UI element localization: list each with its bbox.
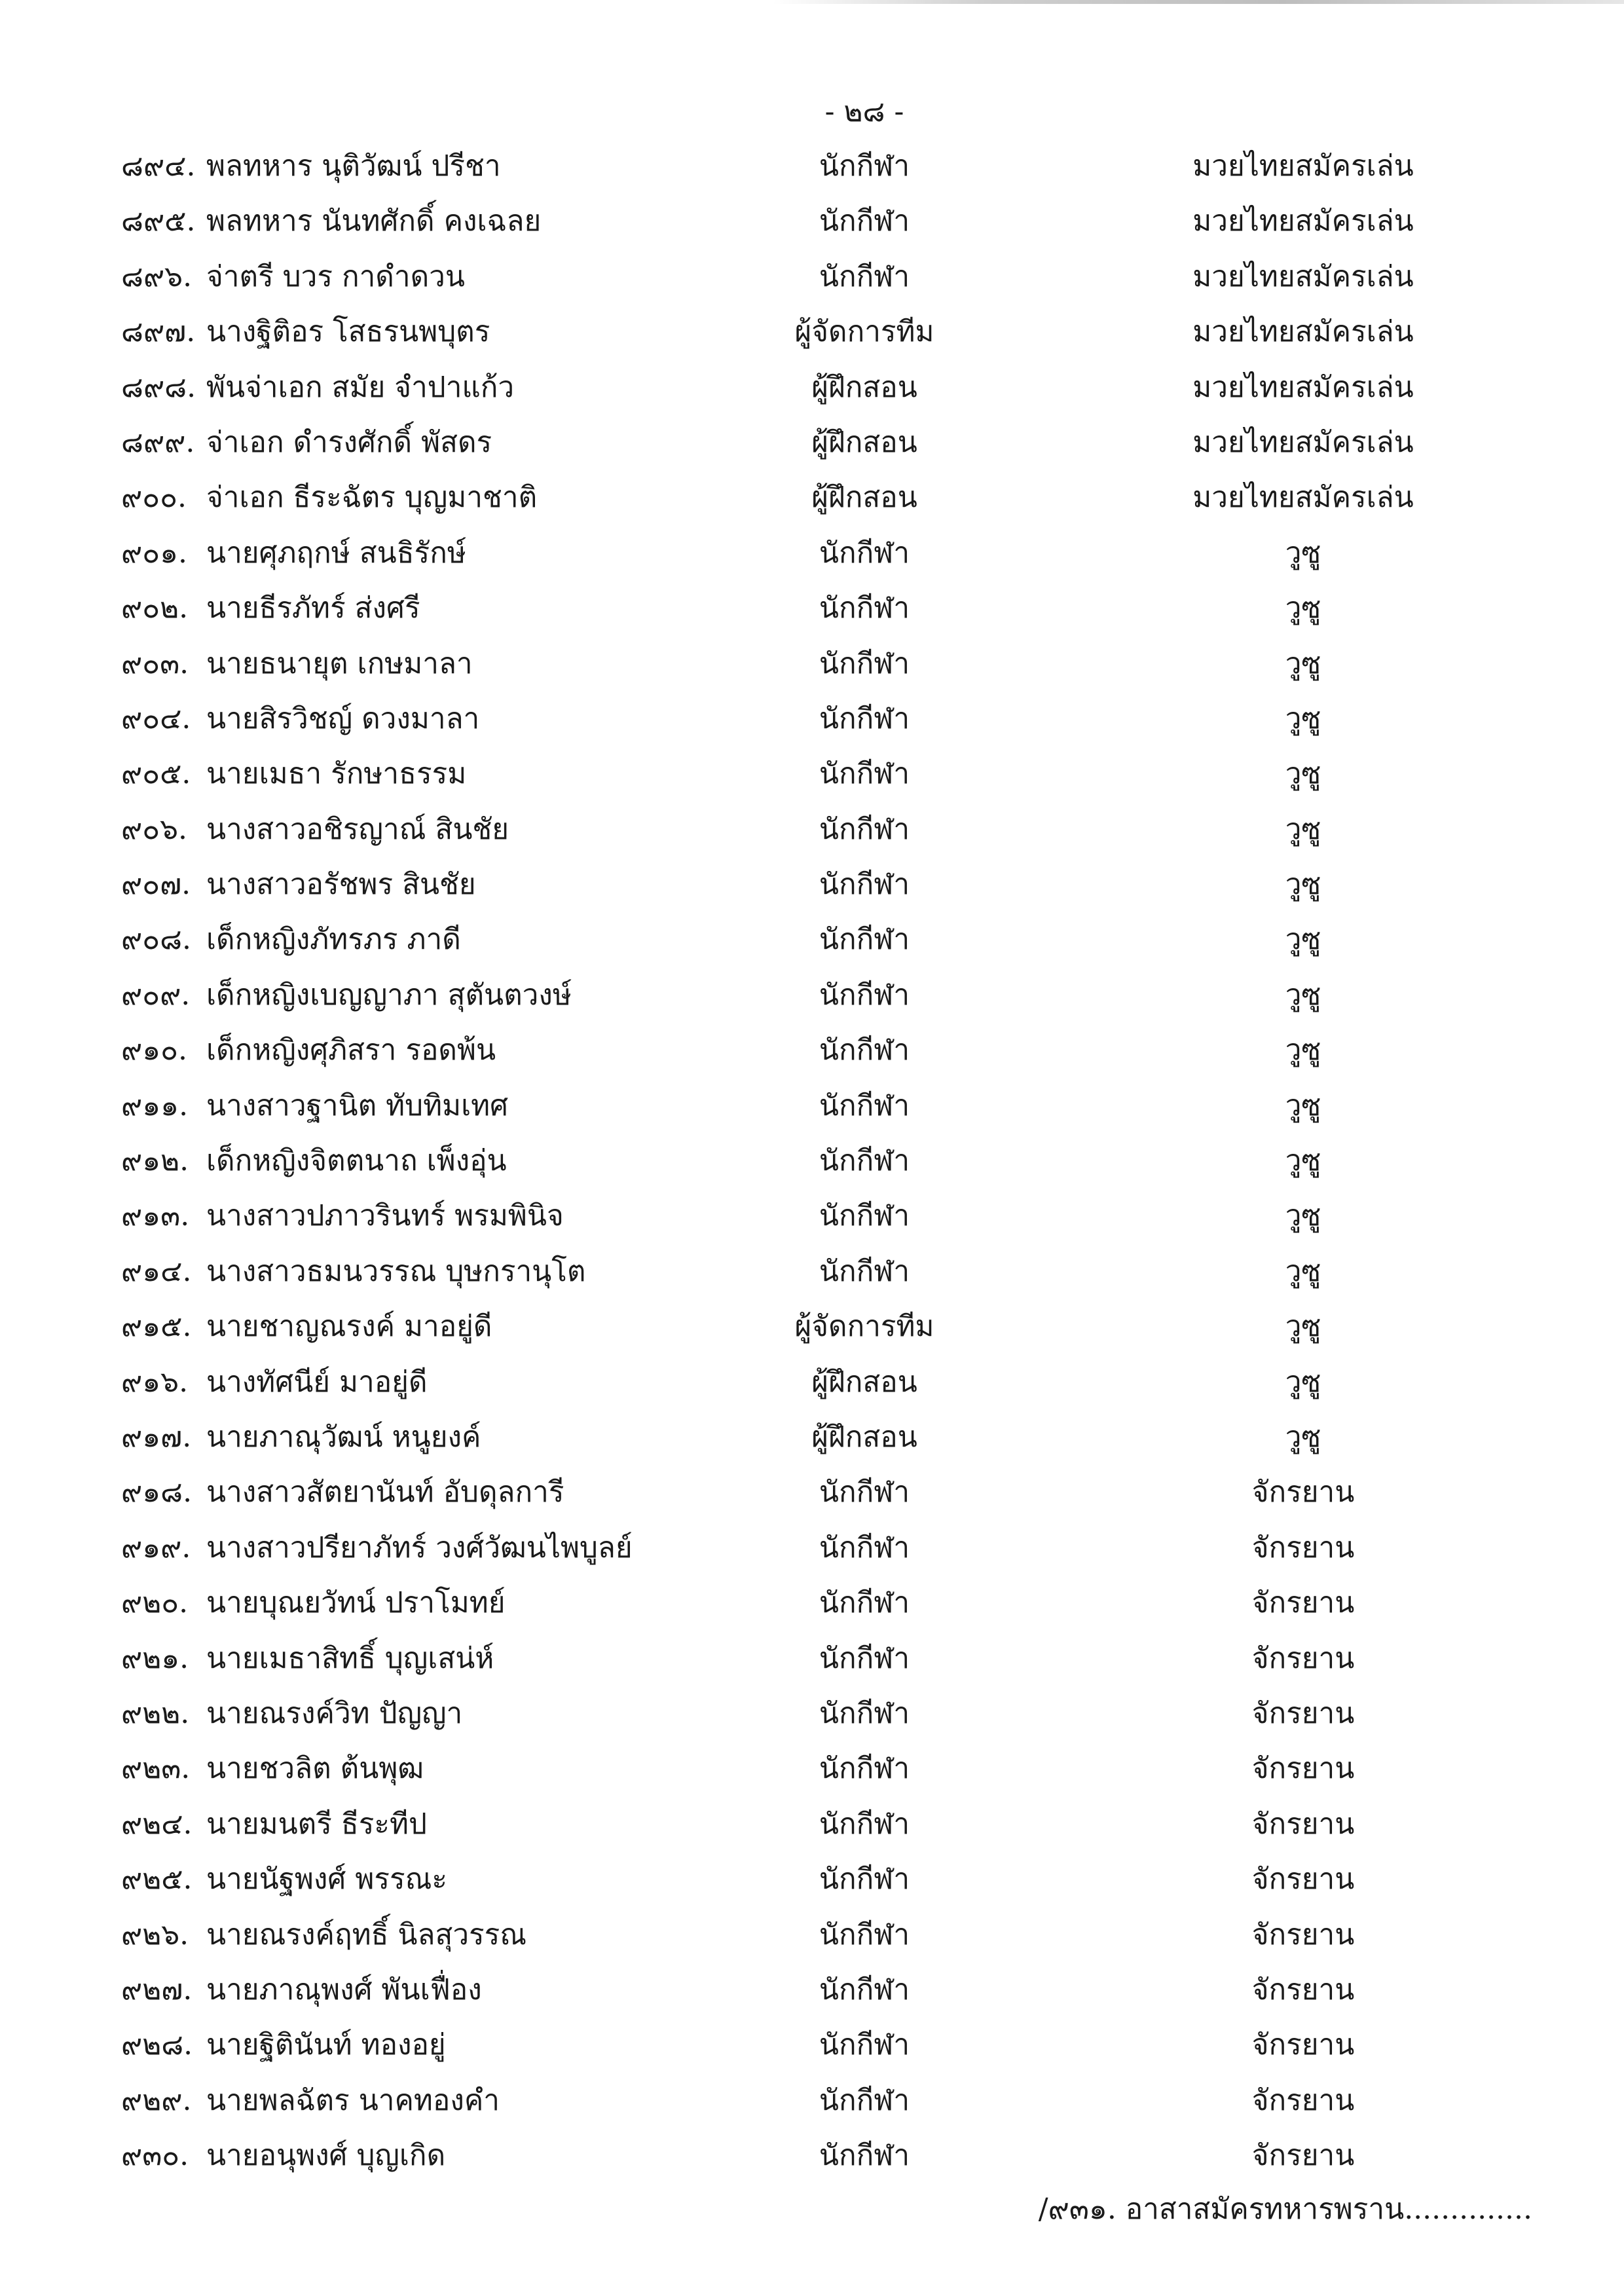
entry-name: พลทหาร นันทศักดิ์ คงเฉลย: [206, 204, 542, 238]
list-item: ๘๙๖. จ่าตรี บวร กาดำดวน นักกีฬา มวยไทยสมัครเล่น: [0, 250, 1624, 305]
entry-name: นายพลฉัตร นาคทองคำ: [206, 2083, 500, 2117]
entry-number: ๙๒๕.: [121, 1862, 193, 1896]
entry-number: ๘๙๖.: [121, 259, 193, 293]
entry-name: นายธนายุต เกษมาลา: [206, 646, 473, 680]
list-item: ๙๒๓. นายชวลิต ต้นพุฒ นักกีฬา จักรยาน: [0, 1741, 1624, 1796]
entry-name: พันจ่าเอก สมัย จำปาแก้ว: [206, 370, 515, 404]
entry-name: เด็กหญิงจิตตนาถ เพ็งอุ่น: [206, 1144, 507, 1178]
entry-number: ๙๑๘.: [121, 1475, 193, 1509]
entry-number: ๙๐๐.: [121, 481, 187, 515]
entry-number: ๘๙๘.: [121, 370, 196, 404]
entry-number: ๙๐๙.: [121, 978, 191, 1012]
entry-list: [0, 139, 1624, 2183]
entry-name: เด็กหญิงศุภิสรา รอดพ้น: [206, 1033, 496, 1067]
entry-name: จ่าเอก ดำรงศักดิ์ พัสดร: [206, 425, 492, 459]
entry-name: นางสาวธมนวรรณ บุษกรานุโต: [206, 1254, 586, 1288]
list-item: ๙๓๐. นายอนุพงศ์ บุญเกิด นักกีฬา จักรยาน: [0, 2128, 1624, 2183]
entry-number: ๙๒๒.: [121, 1696, 190, 1730]
list-item: ๘๙๗. นางฐิติอร โสธรนพบุตร ผู้จัดการทีม มวยไทยสมัครเล่น: [0, 305, 1624, 360]
entry-name: นางทัศนีย์ มาอยู่ดี: [206, 1365, 428, 1399]
entry-number: ๙๑๐.: [121, 1033, 187, 1067]
list-item: ๙๒๒. นายณรงค์วิท ปัญญา นักกีฬา จักรยาน: [0, 1686, 1624, 1741]
list-item: ๘๙๕. พลทหาร นันทศักดิ์ คงเฉลย นักกีฬา มวยไทยสมัครเล่น: [0, 194, 1624, 249]
entry-name: นายอนุพงศ์ บุญเกิด: [206, 2139, 446, 2173]
entry-name: นายเมธาสิทธิ์ บุญเสน่ห์: [206, 1641, 494, 1675]
list-item: ๙๑๗. นายภาณุวัฒน์ หนูยงค์ ผู้ฝึกสอน วูซู: [0, 1410, 1624, 1465]
list-item: ๙๐๐. จ่าเอก ธีระฉัตร บุญมาชาติ ผู้ฝึกสอน มวยไทยสมัครเล่น: [0, 470, 1624, 525]
entry-name: จ่าเอก ธีระฉัตร บุญมาชาติ: [206, 481, 538, 515]
entry-name: นางสาวอรัชพร สินชัย: [206, 868, 476, 902]
list-item: ๙๑๙. นางสาวปรียาภัทร์ วงศ์วัฒนไพบูลย์ นักกีฬา จักรยาน: [0, 1521, 1624, 1576]
entry-number: ๘๙๔.: [121, 149, 196, 183]
entry-name: นายภาณุพงศ์ พันเฟื่อง: [206, 1972, 482, 2006]
entry-name: นายนัฐพงศ์ พรรณะ: [206, 1862, 448, 1896]
list-item: ๙๐๘. เด็กหญิงภัทรภร ภาดี นักกีฬา วูซู: [0, 912, 1624, 967]
list-item: ๘๙๘. พันจ่าเอก สมัย จำปาแก้ว ผู้ฝึกสอน มวยไทยสมัครเล่น: [0, 360, 1624, 415]
entry-name: เด็กหญิงภัทรภร ภาดี: [206, 923, 461, 957]
entry-number: ๙๑๙.: [121, 1530, 191, 1564]
entry-number: ๙๑๒.: [121, 1144, 189, 1178]
entry-name: นางสาวปภาวรินทร์ พรมพินิจ: [206, 1199, 564, 1233]
entry-number: ๙๒๔.: [121, 1807, 193, 1841]
list-item: ๙๒๖. นายณรงค์ฤทธิ์ นิลสุวรรณ นักกีฬา จักรยาน: [0, 1908, 1624, 1963]
entry-number: ๙๐๗.: [121, 868, 191, 902]
continuation-note: /๙๓๑. อาสาสมัครทหารพราน..............: [1038, 2192, 1532, 2226]
list-item: ๙๐๒. นายธีรภัทร์ ส่งศรี นักกีฬา วูซู: [0, 581, 1624, 636]
entry-name: นายณรงค์ฤทธิ์ นิลสุวรรณ: [206, 1917, 527, 1951]
entry-name: นายฐิตินันท์ ทองอยู่: [206, 2028, 446, 2062]
entry-number: ๙๑๔.: [121, 1254, 192, 1288]
entry-number: ๘๙๗.: [121, 315, 196, 349]
entry-name: นายเมธา รักษาธรรม: [206, 757, 467, 791]
list-item: ๙๑๒. เด็กหญิงจิตตนาถ เพ็งอุ่น นักกีฬา วูซู: [0, 1134, 1624, 1189]
list-item: ๙๒๑. นายเมธาสิทธิ์ บุญเสน่ห์ นักกีฬา จักรยาน: [0, 1631, 1624, 1686]
entry-name: นายศุภฤกษ์ สนธิรักษ์: [206, 536, 466, 570]
list-item: ๙๐๕. นายเมธา รักษาธรรม นักกีฬา วูซู: [0, 747, 1624, 802]
list-item: ๙๑๕. นายชาญณรงค์ มาอยู่ดี ผู้จัดการทีม วูซู: [0, 1299, 1624, 1354]
entry-name: นายมนตรี ธีระทีป: [206, 1807, 427, 1841]
entry-number: ๙๑๓.: [121, 1199, 190, 1233]
entry-number: ๙๑๑.: [121, 1088, 189, 1122]
list-item: ๙๒๙. นายพลฉัตร นาคทองคำ นักกีฬา จักรยาน: [0, 2073, 1624, 2128]
entry-number: ๙๑๖.: [121, 1365, 189, 1399]
list-item: ๙๒๗. นายภาณุพงศ์ พันเฟื่อง นักกีฬา จักรยาน: [0, 1963, 1624, 2018]
entry-name: นายชวลิต ต้นพุฒ: [206, 1752, 424, 1786]
entry-name: นางฐิติอร โสธรนพบุตร: [206, 315, 490, 349]
list-item: ๙๐๔. นายสิรวิชญ์ ดวงมาลา นักกีฬา วูซู: [0, 692, 1624, 747]
entry-number: ๙๐๖.: [121, 812, 187, 846]
list-item: ๙๑๖. นางทัศนีย์ มาอยู่ดี ผู้ฝึกสอน วูซู: [0, 1355, 1624, 1410]
entry-number: ๙๒๗.: [121, 1972, 193, 2006]
entry-name: นายบุณยวัทน์ ปราโมทย์: [206, 1586, 506, 1620]
list-item: ๙๑๔. นางสาวธมนวรรณ บุษกรานุโต นักกีฬา วูซู: [0, 1244, 1624, 1299]
entry-name: นางสาวสัตยานันท์ อับดุลการี: [206, 1475, 564, 1509]
entry-name: นายชาญณรงค์ มาอยู่ดี: [206, 1310, 492, 1344]
entry-number: ๙๒๖.: [121, 1917, 189, 1951]
entry-name: นายภาณุวัฒน์ หนูยงค์: [206, 1420, 481, 1454]
entry-number: ๙๒๓.: [121, 1752, 191, 1786]
entry-name: นางสาวปรียาภัทร์ วงศ์วัฒนไพบูลย์: [206, 1530, 633, 1564]
entry-number: ๙๐๕.: [121, 757, 191, 791]
list-item: ๙๐๖. นางสาวอชิรญาณ์ สินชัย นักกีฬา วูซู: [0, 802, 1624, 857]
list-item: ๘๙๙. จ่าเอก ดำรงศักดิ์ พัสดร ผู้ฝึกสอน มวยไทยสมัครเล่น: [0, 415, 1624, 470]
list-item: ๙๒๔. นายมนตรี ธีระทีป นักกีฬา จักรยาน: [0, 1797, 1624, 1852]
entry-name: นางสาวฐานิต ทับทิมเทศ: [206, 1088, 509, 1122]
entry-name: เด็กหญิงเบญญาภา สุตันตวงษ์: [206, 978, 572, 1012]
list-item: ๙๒๘. นายฐิตินันท์ ทองอยู่ นักกีฬา จักรยาน: [0, 2018, 1624, 2073]
entry-number: ๙๐๔.: [121, 701, 191, 735]
entry-name: นายธีรภัทร์ ส่งศรี: [206, 591, 420, 625]
entry-name: นายณรงค์วิท ปัญญา: [206, 1696, 463, 1730]
list-item: ๙๑๐. เด็กหญิงศุภิสรา รอดพ้น นักกีฬา วูซู: [0, 1023, 1624, 1078]
entry-number: ๙๒๐.: [121, 1586, 189, 1620]
entry-name: นายสิรวิชญ์ ดวงมาลา: [206, 701, 480, 735]
entry-number: ๙๐๒.: [121, 591, 189, 625]
page-number: - ๒๘ -: [824, 95, 904, 128]
scan-edge-line: [773, 0, 1624, 4]
entry-number: ๙๐๘.: [121, 923, 192, 957]
entry-number: ๙๒๙.: [121, 2083, 192, 2117]
entry-number: ๘๙๙.: [121, 425, 195, 459]
list-item: ๙๐๑. นายศุภฤกษ์ สนธิรักษ์ นักกีฬา วูซู: [0, 526, 1624, 581]
list-item: ๙๒๕. นายนัฐพงศ์ พรรณะ นักกีฬา จักรยาน: [0, 1852, 1624, 1907]
list-item: ๙๐๙. เด็กหญิงเบญญาภา สุตันตวงษ์ นักกีฬา วูซู: [0, 968, 1624, 1023]
entry-number: ๙๑๕.: [121, 1310, 192, 1344]
entry-number: ๙๐๓.: [121, 646, 189, 680]
entry-name: จ่าตรี บวร กาดำดวน: [206, 259, 465, 293]
list-item: ๙๑๘. นางสาวสัตยานันท์ อับดุลการี นักกีฬา จักรยาน: [0, 1465, 1624, 1520]
entry-name: นางสาวอชิรญาณ์ สินชัย: [206, 812, 509, 846]
entry-number: ๙๑๗.: [121, 1420, 192, 1454]
list-item: ๘๙๔. พลทหาร นุติวัฒน์ ปรีชา นักกีฬา มวยไทยสมัครเล่น: [0, 139, 1624, 194]
list-item: ๙๐๗. นางสาวอรัชพร สินชัย นักกีฬา วูซู: [0, 857, 1624, 912]
entry-number: ๙๒๑.: [121, 1641, 189, 1675]
entry-number: ๘๙๕.: [121, 204, 196, 238]
entry-number: ๙๐๑.: [121, 536, 187, 570]
entry-number: ๙๓๐.: [121, 2139, 189, 2173]
entry-number: ๙๒๘.: [121, 2028, 193, 2062]
list-item: ๙๐๓. นายธนายุต เกษมาลา นักกีฬา วูซู: [0, 637, 1624, 692]
entry-name: พลทหาร นุติวัฒน์ ปรีชา: [206, 149, 501, 183]
list-item: ๙๒๐. นายบุณยวัทน์ ปราโมทย์ นักกีฬา จักรยาน: [0, 1576, 1624, 1631]
list-item: ๙๑๓. นางสาวปภาวรินทร์ พรมพินิจ นักกีฬา วูซู: [0, 1189, 1624, 1244]
list-item: ๙๑๑. นางสาวฐานิต ทับทิมเทศ นักกีฬา วูซู: [0, 1079, 1624, 1134]
